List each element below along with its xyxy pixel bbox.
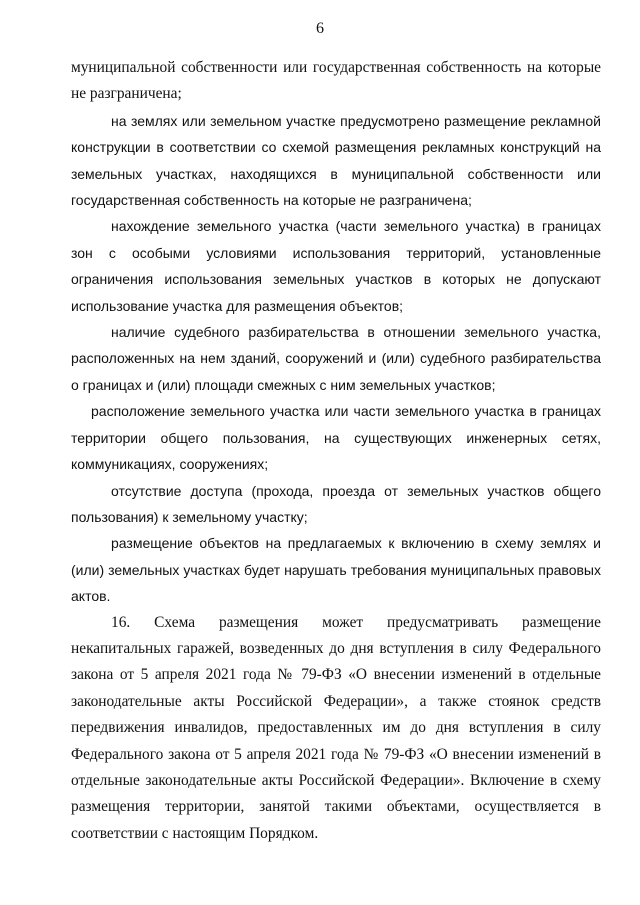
paragraph: размещение объектов на предлагаемых к включению в схему землях и (или) земельных участках будет нарушать требования муниципальных правовых актов. xyxy=(71,535,601,605)
paragraph: на землях или земельном участке предусмотрено размещение рекламной конструкции в соответствии со схемой размещения рекламных конструкций на земельных участках, находящихся в муниципальной собственности или государственная собственность на которые не разграничена; xyxy=(71,112,601,209)
paragraph: отсутствие доступа (прохода, проезда от земельных участков общего пользования) к земельному участку; xyxy=(71,482,601,525)
paragraph: расположение земельного участка или части земельного участка в границах территории общего пользования, на существующих инженерных сетях, коммуникациях, сооружениях; xyxy=(71,403,601,473)
paragraph: наличие судебного разбирательства в отношении земельного участка, расположенных на нем зданий, сооружений и (или) судебного разбирательства о границах и (или) площади смежных с ним земельных участков; xyxy=(71,324,601,393)
page-number: 6 xyxy=(316,20,324,37)
paragraph: 16. Схема размещения может предусматривать размещение некапитальных гаражей, возведенных до дня вступления в силу Федерального закона от 5 апреля 2021 года № 79-ФЗ «О внесении изменений в отдельные законодательные акты Российской Федерации», а также стоянок средств передвижения инвалидов, предоставленных им до дня вступления в силу Федерального закона от 5 апреля 2021 года № 79-ФЗ «О внесении изменений в отдельные законодательные акты Российской Федерации». Включение в схему размещения территории, занятой такими объектами, осуществляется в соответствии с настоящим Порядком. xyxy=(71,613,601,842)
paragraph: нахождение земельного участка (части земельного участка) в границах зон с особыми условиями использования территорий, установленные ограничения использования земельных участков в которых не допускают использование участка для размещения объектов; xyxy=(71,218,601,314)
paragraph: муниципальной собственности или государственная собственность на которые не разграничена; xyxy=(71,59,601,103)
document-body xyxy=(71,55,601,847)
